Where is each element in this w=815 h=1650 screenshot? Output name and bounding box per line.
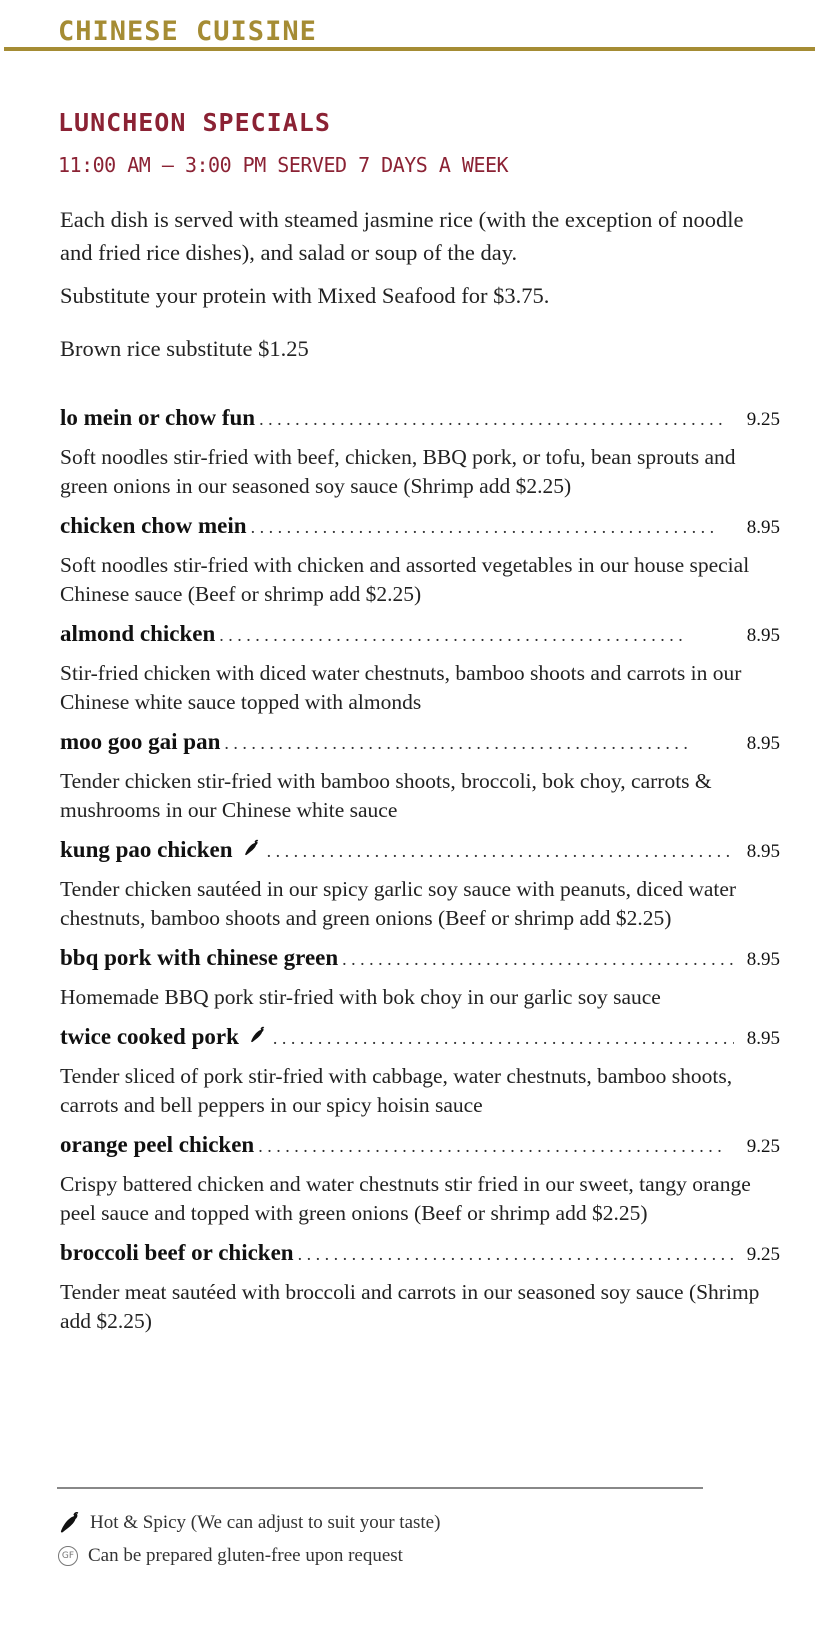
menu-item-name: kung pao chicken bbox=[60, 837, 233, 862]
menu-item-name: twice cooked pork bbox=[60, 1024, 239, 1049]
menu-item bbox=[60, 837, 780, 933]
menu-item-name: moo goo gai pan bbox=[60, 729, 221, 754]
dot-leader bbox=[298, 1244, 734, 1265]
menu-item bbox=[60, 1024, 780, 1120]
legend-gf-text: Can be prepared gluten-free upon request bbox=[88, 1545, 403, 1566]
menu-item bbox=[60, 1132, 780, 1228]
menu-item bbox=[60, 513, 780, 609]
page-title: CHINESE CUISINE bbox=[58, 16, 317, 47]
menu-item-price: 9.25 bbox=[746, 1136, 780, 1157]
section-hours: 11:00 AM – 3:00 PM SERVED 7 DAYS A WEEK bbox=[58, 153, 509, 177]
dot-leader bbox=[251, 517, 734, 538]
menu-item-header bbox=[60, 729, 780, 759]
menu-item-description: Soft noodles stir-fried with beef, chicken, BBQ pork, or tofu, bean sprouts and green onions in our seasoned soy sauce (Shrimp add $2.25) bbox=[60, 445, 736, 498]
menu-item-name: chicken chow mein bbox=[60, 513, 247, 538]
pepper-icon bbox=[58, 1511, 82, 1535]
menu-item-price: 8.95 bbox=[746, 517, 780, 538]
menu-item-price: 8.95 bbox=[746, 841, 780, 862]
menu-item-name: orange peel chicken bbox=[60, 1132, 255, 1157]
menu-item-header bbox=[60, 405, 780, 435]
intro-text-served: Each dish is served with steamed jasmine rice (with the exception of noodle and fried rice dishes), and salad or soup of the day. bbox=[60, 207, 744, 265]
menu-item bbox=[60, 729, 780, 825]
menu-item-header bbox=[60, 513, 780, 543]
dot-leader bbox=[224, 733, 734, 754]
menu-item-name: bbq pork with chinese green bbox=[60, 945, 339, 970]
dot-leader bbox=[267, 841, 734, 862]
dot-leader bbox=[258, 1136, 734, 1157]
menu-item-header bbox=[60, 1132, 780, 1162]
pepper-icon bbox=[241, 839, 263, 857]
intro-text-substitute: Substitute your protein with Mixed Seafood for $3.75. bbox=[60, 283, 550, 308]
menu-item-header bbox=[60, 621, 780, 651]
menu-item-price: 8.95 bbox=[746, 1028, 780, 1049]
legend-gluten-free bbox=[58, 1545, 403, 1567]
menu-item-description: Tender sliced of pork stir-fried with cabbage, water chestnuts, bamboo shoots, carrots and bell peppers in our spicy hoisin sauce bbox=[60, 1064, 733, 1117]
menu-item-description: Stir-fried chicken with diced water chestnuts, bamboo shoots and carrots in our Chinese white sauce topped with almonds bbox=[60, 661, 742, 714]
dot-leader bbox=[219, 625, 734, 646]
footer-rule bbox=[57, 1487, 703, 1489]
menu-item-name: almond chicken bbox=[60, 621, 216, 646]
menu-item bbox=[60, 945, 780, 1012]
intro-text-brown-rice: Brown rice substitute $1.25 bbox=[60, 336, 309, 361]
menu-item-price: 8.95 bbox=[746, 733, 780, 754]
menu-item-header bbox=[60, 945, 780, 975]
menu-item-header bbox=[60, 837, 780, 867]
menu-item-header bbox=[60, 1240, 780, 1270]
header-rule bbox=[4, 47, 815, 51]
menu-item bbox=[60, 405, 780, 501]
menu-item-description: Soft noodles stir-fried with chicken and assorted vegetables in our house special Chinese sauce (Beef or shrimp add $2.25) bbox=[60, 553, 750, 606]
legend-spicy bbox=[58, 1511, 440, 1535]
legend-spicy-text: Hot & Spicy (We can adjust to suit your taste) bbox=[90, 1512, 441, 1533]
pepper-icon bbox=[247, 1026, 269, 1044]
menu-item-description: Homemade BBQ pork stir-fried with bok choy in our garlic soy sauce bbox=[60, 985, 661, 1009]
menu-item-name: lo mein or chow fun bbox=[60, 405, 256, 430]
menu-item bbox=[60, 621, 780, 717]
dot-leader bbox=[273, 1028, 734, 1049]
dot-leader bbox=[259, 409, 734, 430]
menu-item-description: Tender meat sautéed with broccoli and carrots in our seasoned soy sauce (Shrimp add $2.25) bbox=[60, 1280, 760, 1333]
menu-item-price: 8.95 bbox=[746, 949, 780, 970]
menu-item-description: Tender chicken stir-fried with bamboo shoots, broccoli, bok choy, carrots & mushrooms in our Chinese white sauce bbox=[60, 769, 712, 822]
menu-item-description: Crispy battered chicken and water chestnuts stir fried in our sweet, tangy orange peel sauce and topped with green onions (Beef or shrimp add $2.25) bbox=[60, 1172, 751, 1225]
menu-item-price: 9.25 bbox=[746, 1244, 780, 1265]
gf-icon: GF bbox=[58, 1546, 78, 1566]
menu-item-description: Tender chicken sautéed in our spicy garlic soy sauce with peanuts, diced water chestnuts, bamboo shoots and green onions (Beef or shrimp add $2.25) bbox=[60, 877, 737, 930]
menu-item-header bbox=[60, 1024, 780, 1054]
section-title: LUNCHEON SPECIALS bbox=[58, 108, 331, 137]
menu-item-price: 8.95 bbox=[746, 625, 780, 646]
dot-leader bbox=[342, 949, 734, 970]
menu-item-name: broccoli beef or chicken bbox=[60, 1240, 294, 1265]
page-header bbox=[0, 0, 815, 52]
menu-item bbox=[60, 1240, 780, 1336]
menu-list bbox=[60, 405, 780, 1336]
menu-item-price: 9.25 bbox=[746, 409, 780, 430]
